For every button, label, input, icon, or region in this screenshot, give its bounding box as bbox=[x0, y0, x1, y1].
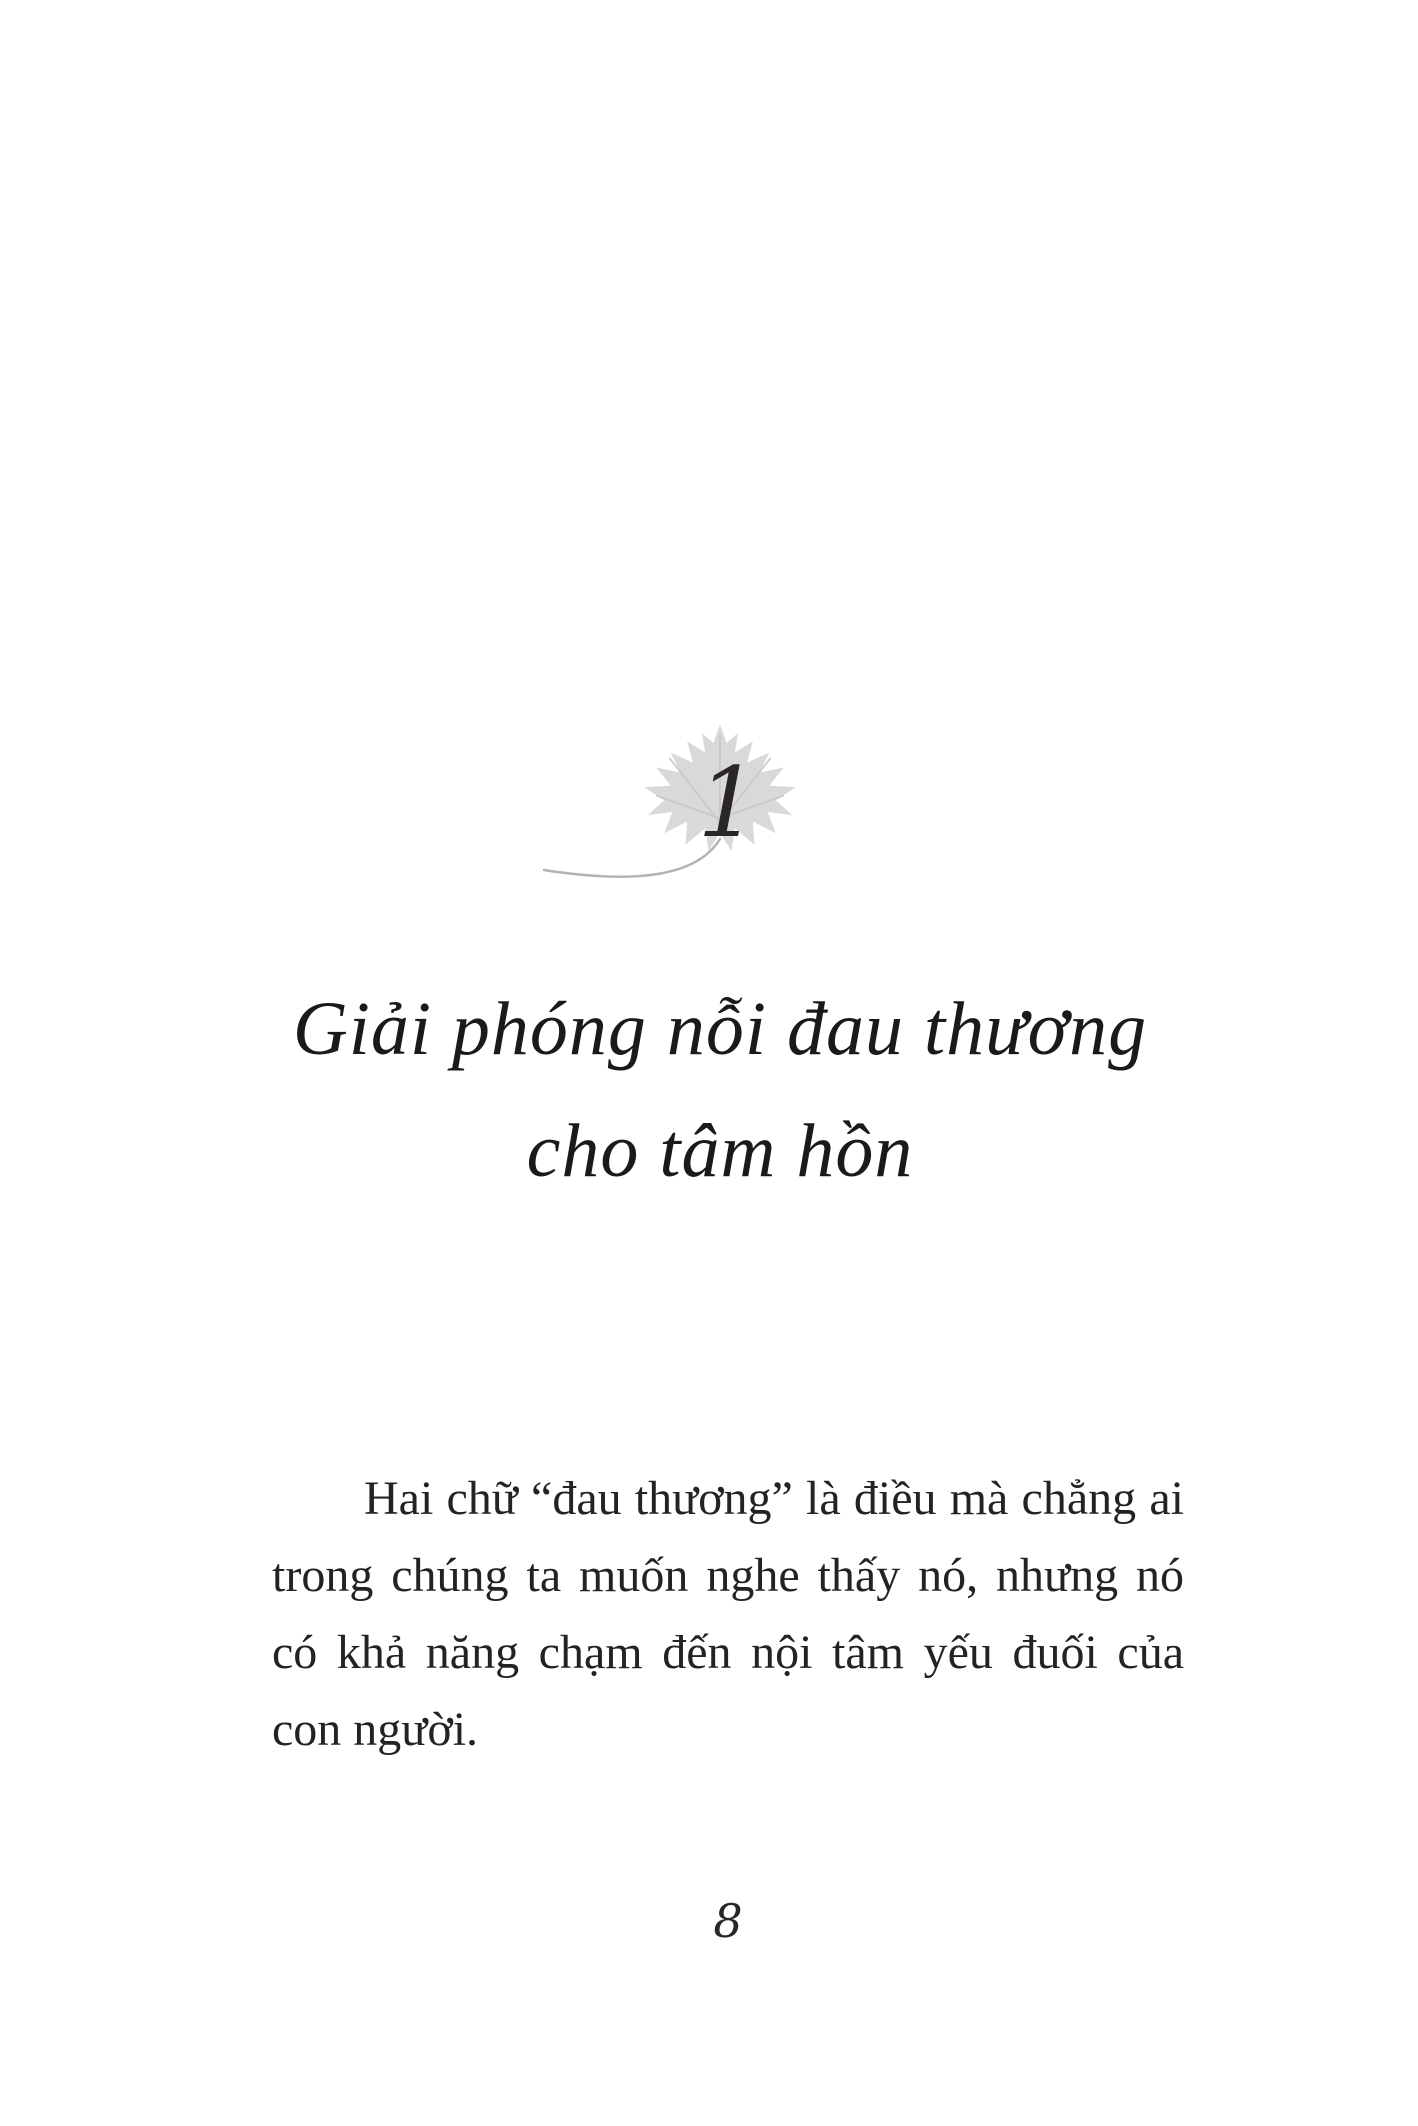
page-number: 8 bbox=[713, 1894, 743, 1948]
maple-leaf-icon bbox=[540, 712, 825, 907]
chapter-ornament bbox=[540, 712, 825, 907]
chapter-title bbox=[20, 968, 1418, 1212]
chapter-number: 1 bbox=[697, 747, 759, 859]
body-paragraph: Hai chữ “đau thương” là điều mà chẳng ai trong chúng ta muốn nghe thấy nó, nhưng nó có khả năng chạm đến nội tâm yếu đuối của con người. bbox=[272, 1472, 1184, 1756]
chapter-title-line1: Giải phóng nỗi đau thương bbox=[292, 987, 1148, 1071]
chapter-title-line2: cho tâm hồn bbox=[526, 1109, 914, 1193]
